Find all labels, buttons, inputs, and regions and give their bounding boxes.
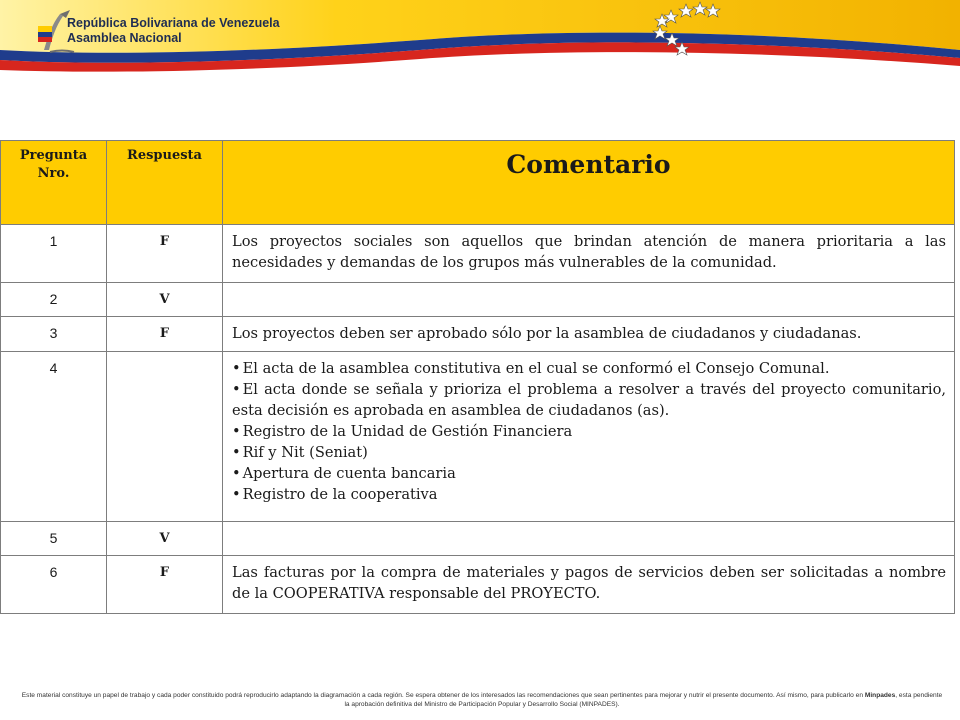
table-header-row bbox=[1, 141, 955, 225]
bullet-icon bbox=[232, 486, 243, 503]
answer-value: F bbox=[107, 317, 223, 352]
institution-line-2: Asamblea Nacional bbox=[67, 31, 182, 45]
bullet-icon bbox=[232, 360, 243, 377]
answer-comment: Las facturas por la compra de materiales y pagos de servicios deben ser solicitadas a nombre de la COOPERATIVA responsable del PROYECTO. bbox=[223, 556, 955, 614]
list-item-text: El acta donde se señala y prioriza el problema a resolver a través del proyecto comunitario, esta decisión es aprobada en asamblea de ciudadanos (as). bbox=[232, 381, 946, 419]
header-comentario: Comentario bbox=[223, 141, 955, 225]
list-item-text: Registro de la Unidad de Gestión Financiera bbox=[242, 423, 573, 440]
header-banner bbox=[0, 0, 960, 80]
header-pregunta: Pregunta Nro. bbox=[1, 141, 107, 225]
bullet-icon bbox=[232, 444, 243, 461]
answer-comment bbox=[223, 352, 955, 522]
answer-comment bbox=[223, 522, 955, 556]
question-number: 1 bbox=[1, 225, 107, 283]
institution-name bbox=[67, 16, 280, 46]
list-item bbox=[232, 442, 946, 463]
question-number: 3 bbox=[1, 317, 107, 352]
table-row bbox=[1, 556, 955, 614]
table-row bbox=[1, 225, 955, 283]
table-row bbox=[1, 283, 955, 317]
answer-value: F bbox=[107, 225, 223, 283]
list-item bbox=[232, 421, 946, 442]
table-row bbox=[1, 522, 955, 556]
answer-value: V bbox=[107, 283, 223, 317]
footer-text-part-1: Este material constituye un papel de trabajo y cada poder constituido podrá reproducirlo adaptando la diagramación a cada región. Se espera obtener de los interesados las recomendaciones que sean pertinentes para mejorar y nutrir el presente documento. Así mismo, para publicarlo en bbox=[21, 692, 863, 699]
question-number: 5 bbox=[1, 522, 107, 556]
answer-value: F bbox=[107, 556, 223, 614]
question-number: 2 bbox=[1, 283, 107, 317]
list-item bbox=[232, 463, 946, 484]
list-item-text: El acta de la asamblea constitutiva en el cual se conformó el Consejo Comunal. bbox=[242, 360, 830, 377]
list-item bbox=[232, 484, 946, 505]
bullet-icon bbox=[232, 381, 243, 398]
institution-line-1: República Bolivariana de Venezuela bbox=[67, 16, 280, 30]
answer-comment bbox=[223, 283, 955, 317]
footer-bold-text: Minpades bbox=[864, 692, 896, 699]
list-item bbox=[232, 379, 946, 421]
list-item-text: Apertura de cuenta bancaria bbox=[242, 465, 456, 482]
list-item-text: Registro de la cooperativa bbox=[242, 486, 438, 503]
header-respuesta: Respuesta bbox=[107, 141, 223, 225]
question-number: 6 bbox=[1, 556, 107, 614]
answers-table bbox=[0, 140, 955, 614]
answer-value bbox=[107, 352, 223, 522]
list-item bbox=[232, 358, 946, 379]
table-row bbox=[1, 317, 955, 352]
answer-value: V bbox=[107, 522, 223, 556]
requirements-list bbox=[232, 358, 946, 505]
answer-comment: Los proyectos deben ser aprobado sólo por la asamblea de ciudadanos y ciudadanas. bbox=[223, 317, 955, 352]
answer-comment: Los proyectos sociales son aquellos que brindan atención de manera prioritaria a las necesidades y demandas de los grupos más vulnerables de la comunidad. bbox=[223, 225, 955, 283]
list-item-text: Rif y Nit (Seniat) bbox=[242, 444, 368, 461]
bullet-icon bbox=[232, 423, 243, 440]
question-number: 4 bbox=[1, 352, 107, 522]
footer-disclaimer bbox=[20, 691, 944, 709]
bullet-icon bbox=[232, 465, 243, 482]
table-row bbox=[1, 352, 955, 522]
footer-text-part-2: , esta pendiente la aprobación definitiva del Ministro de Participación Popular y Desarrollo Social (MINPADES). bbox=[344, 692, 943, 708]
